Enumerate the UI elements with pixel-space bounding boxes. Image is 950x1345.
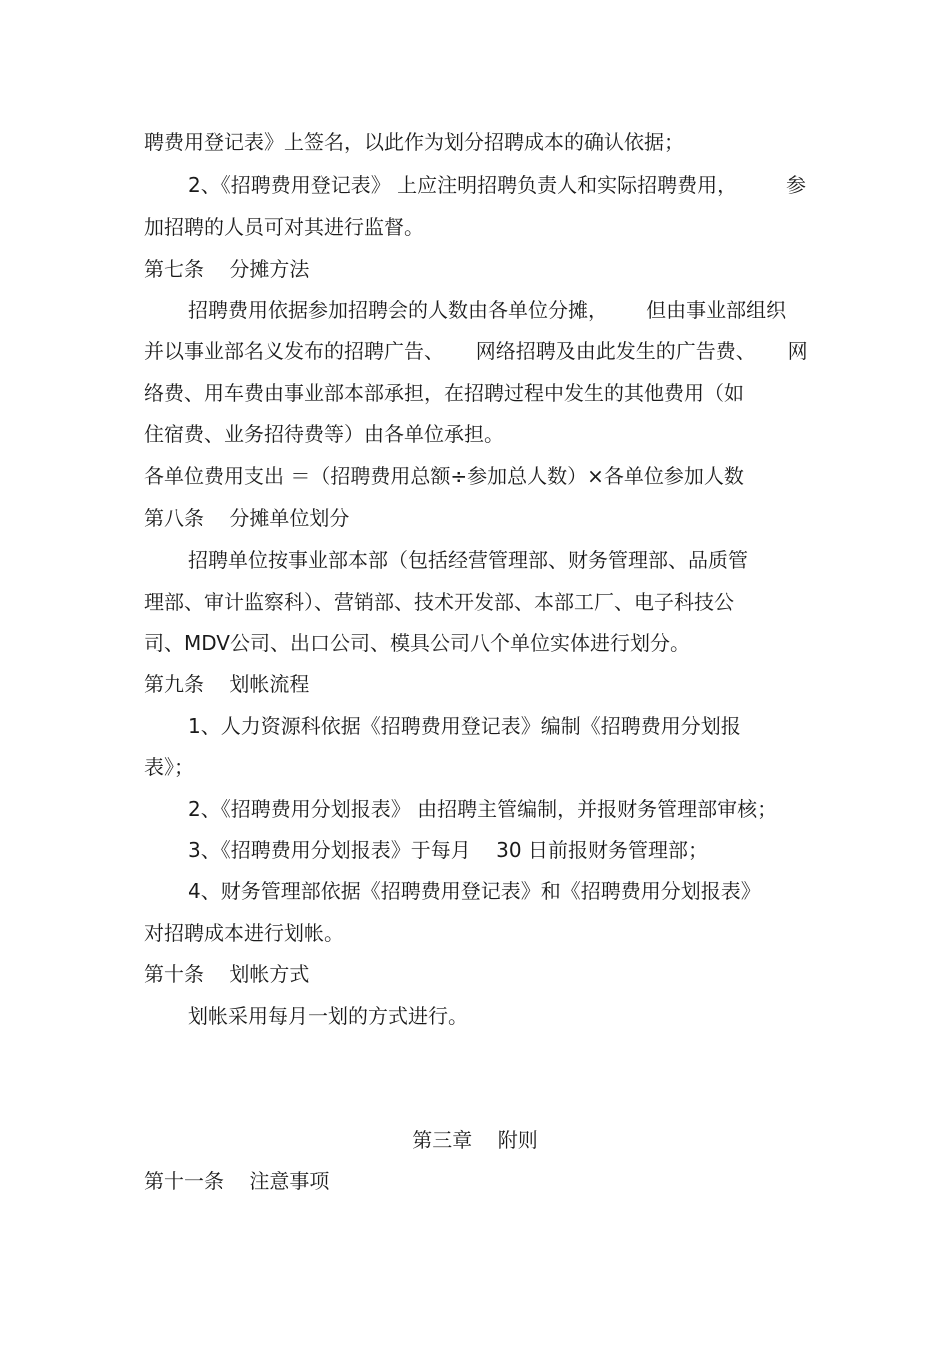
chapter-title: 第三章 附则 [412,1128,538,1152]
paragraph-line: 招聘费用依据参加招聘会的人数由各单位分摊， 但由事业部组织 [188,298,787,322]
paragraph-line: 络费、用车费由事业部本部承担，在招聘过程中发生的其他费用（如 [144,381,744,405]
paragraph-line: 划帐采用每月一划的方式进行。 [188,1004,468,1028]
formula-line: 各单位费用支出 ＝（招聘费用总额÷参加总人数）×各单位参加人数 [144,464,744,488]
list-item-line: 4、财务管理部依据《招聘费用登记表》和《招聘费用分划报表》 [188,879,761,903]
list-item-line: 3、《招聘费用分划报表》于每月 30 日前报财务管理部； [188,838,708,862]
list-item-line: 2、《招聘费用分划报表》 由招聘主管编制，并报财务管理部审核； [188,797,778,821]
list-item-line: 表》； [144,755,194,779]
list-item-line-tail: 参 [786,173,806,197]
article-heading: 第九条 划帐流程 [144,672,310,696]
paragraph-line: 招聘单位按事业部本部（包括经营管理部、财务管理部、品质管 [188,548,748,572]
list-item-line: 对招聘成本进行划帐。 [144,921,344,945]
paragraph-line: 理部、审计监察科）、营销部、技术开发部、本部工厂、电子科技公 [144,590,734,614]
list-item-line: 2、《招聘费用登记表》 上应注明招聘负责人和实际招聘费用， [188,173,738,197]
paragraph-line: 并以事业部名义发布的招聘广告、 网络招聘及由此发生的广告费、 网 [144,339,808,363]
article-heading: 第十条 划帐方式 [144,962,310,986]
list-item-line: 1、人力资源科依据《招聘费用登记表》编制《招聘费用分划报 [188,714,741,738]
article-heading: 第十一条 注意事项 [144,1169,330,1193]
article-heading: 第八条 分摊单位划分 [144,506,350,530]
article-heading: 第七条 分摊方法 [144,257,310,281]
list-item-line: 加招聘的人员可对其进行监督。 [144,215,424,239]
paragraph-line: 聘费用登记表》上签名，以此作为划分招聘成本的确认依据； [144,130,684,154]
paragraph-line: 司、MDV公司、出口公司、模具公司八个单位实体进行划分。 [144,631,690,655]
paragraph-line: 住宿费、业务招待费等）由各单位承担。 [144,422,504,446]
